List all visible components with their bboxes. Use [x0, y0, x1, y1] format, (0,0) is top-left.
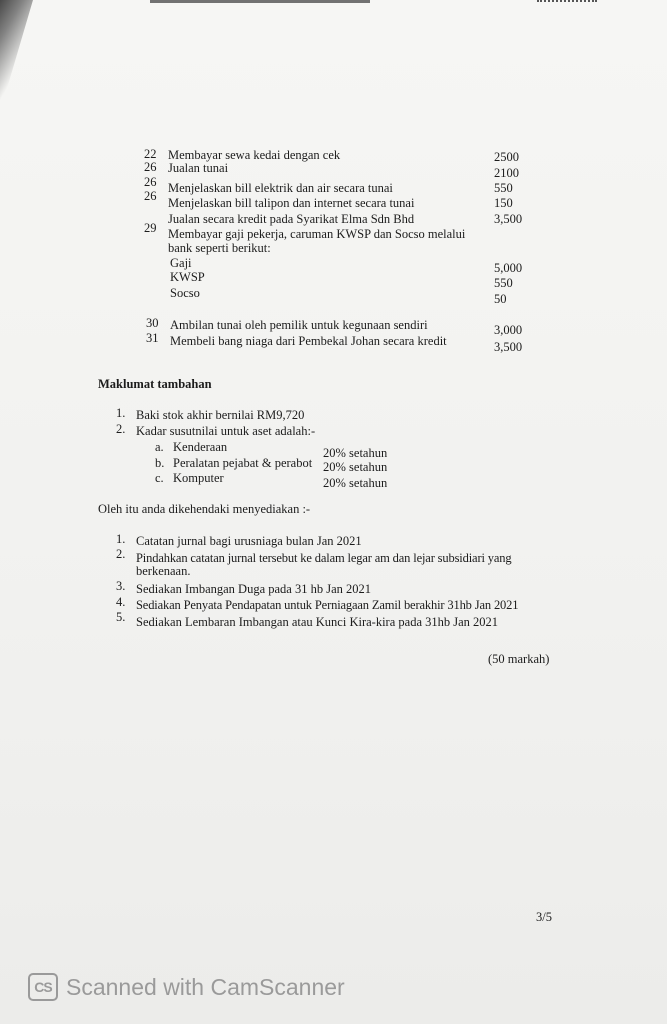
- transaction-desc: Jualan tunai: [168, 161, 229, 175]
- transaction-day: 30: [146, 316, 159, 330]
- requirement-intro: Oleh itu anda dikehendaki menyediakan :-: [98, 502, 311, 516]
- salary-item-amount: 550: [494, 276, 513, 290]
- asset-rate: 20% setahun: [323, 476, 388, 490]
- top-right-edge-mark: [537, 0, 597, 5]
- list-item: Baki stok akhir bernilai RM9,720: [136, 408, 305, 422]
- list-number: 1.: [116, 406, 126, 420]
- asset-name: Peralatan pejabat & perabot: [173, 456, 313, 470]
- total-marks: (50 markah): [488, 652, 550, 666]
- task-text: Sediakan Penyata Pendapatan untuk Perniagaan Zamil berakhir 31hb Jan 2021: [136, 598, 519, 612]
- asset-letter: c.: [155, 471, 164, 485]
- task-number: 1.: [116, 532, 126, 546]
- task-number: 5.: [116, 610, 126, 624]
- task-number: 4.: [116, 595, 126, 609]
- list-item: Kadar susutnilai untuk aset adalah:-: [136, 424, 316, 438]
- asset-letter: a.: [155, 440, 164, 454]
- transaction-amount: 550: [494, 181, 513, 195]
- asset-rate: 20% setahun: [323, 460, 388, 474]
- transaction-desc: Ambilan tunai oleh pemilik untuk kegunaan sendiri: [170, 318, 428, 332]
- transaction-day: 26: [144, 175, 157, 189]
- top-edge-mark: [150, 0, 370, 3]
- asset-name: Kenderaan: [173, 440, 228, 454]
- transaction-desc: Menjelaskan bill elektrik dan air secara tunai: [168, 181, 393, 195]
- task-text-continued: berkenaan.: [136, 564, 191, 578]
- transaction-amount: 2100: [494, 166, 519, 180]
- task-number: 3.: [116, 579, 126, 593]
- asset-rate: 20% setahun: [323, 446, 388, 460]
- transaction-desc-continued: bank seperti berikut:: [168, 241, 271, 255]
- transaction-desc: Membeli bang niaga dari Pembekal Johan secara kredit: [170, 334, 447, 348]
- camscanner-watermark: [28, 973, 345, 1001]
- transaction-day: 22: [144, 147, 157, 161]
- transaction-amount: 3,000: [494, 323, 523, 337]
- watermark-text: Scanned with CamScanner: [66, 973, 345, 1000]
- task-text: Sediakan Imbangan Duga pada 31 hb Jan 2021: [136, 582, 372, 596]
- page-number: 3/5: [536, 910, 552, 924]
- transaction-amount: 2500: [494, 150, 519, 164]
- transaction-day: 26: [144, 189, 157, 203]
- transaction-day: 26: [144, 160, 157, 174]
- camscanner-logo-icon: CS: [28, 973, 58, 1001]
- transaction-day: 29: [144, 221, 157, 235]
- transaction-amount: 3,500: [494, 212, 523, 226]
- task-number: 2.: [116, 547, 126, 561]
- transaction-desc: Membayar sewa kedai dengan cek: [168, 148, 341, 162]
- transaction-desc: Menjelaskan bill talipon dan internet secara tunai: [168, 196, 415, 210]
- task-text: Pindahkan catatan jurnal tersebut ke dalam legar am dan lejar subsidiari yang: [136, 551, 512, 565]
- transaction-amount: 3,500: [494, 340, 523, 354]
- transaction-desc: Membayar gaji pekerja, caruman KWSP dan Socso melalui: [168, 227, 466, 241]
- salary-item-amount: 5,000: [494, 261, 523, 275]
- salary-item-label: Gaji: [170, 256, 192, 270]
- transaction-amount: 150: [494, 196, 513, 210]
- asset-name: Komputer: [173, 471, 224, 485]
- transaction-desc: Jualan secara kredit pada Syarikat Elma Sdn Bhd: [168, 212, 415, 226]
- task-text: Catatan jurnal bagi urusniaga bulan Jan 2021: [136, 534, 362, 548]
- salary-item-label: Socso: [170, 286, 200, 300]
- transaction-day: 31: [146, 331, 159, 345]
- salary-item-amount: 50: [494, 292, 507, 306]
- salary-item-label: KWSP: [170, 270, 205, 284]
- page-corner-shadow: [0, 0, 60, 120]
- additional-info-heading: Maklumat tambahan: [98, 377, 212, 391]
- asset-letter: b.: [155, 456, 165, 470]
- task-text: Sediakan Lembaran Imbangan atau Kunci Kira-kira pada 31hb Jan 2021: [136, 615, 499, 629]
- list-number: 2.: [116, 422, 126, 436]
